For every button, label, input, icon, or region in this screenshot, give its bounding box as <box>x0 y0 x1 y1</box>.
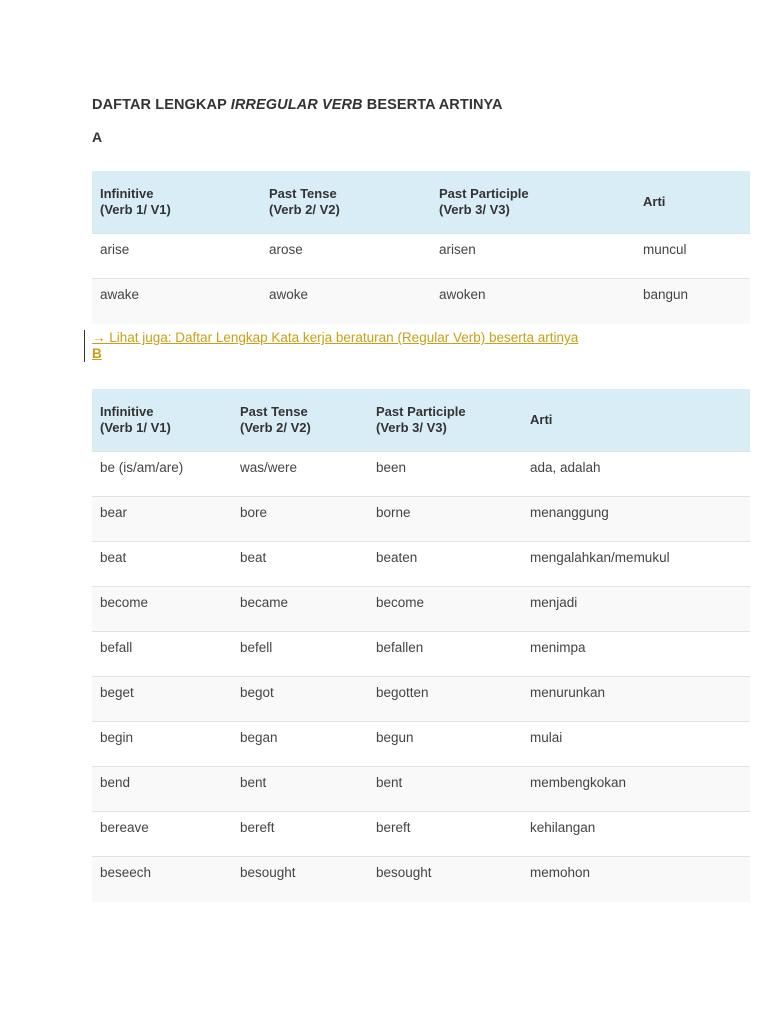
table-row <box>92 857 750 902</box>
header-label: Infinitive <box>100 186 154 201</box>
irregular-verb-table-b <box>92 389 750 902</box>
table-row <box>92 234 750 279</box>
table-header-row <box>92 171 750 234</box>
past-tense-cell: became <box>232 587 368 632</box>
header-sublabel: (Verb 1/ V1) <box>100 202 171 217</box>
past-tense-cell: began <box>232 722 368 767</box>
header-past-tense <box>261 171 431 234</box>
see-also-link[interactable]: → Lihat juga: Daftar Lengkap Kata kerja beraturan (Regular Verb) beserta artinya <box>92 330 579 345</box>
past-participle-cell: begotten <box>368 677 522 722</box>
header-sublabel: (Verb 3/ V3) <box>439 202 510 217</box>
past-tense-cell: besought <box>232 857 368 902</box>
header-label: Past Participle <box>439 186 529 201</box>
infinitive-cell: befall <box>92 632 232 677</box>
arti-cell: muncul <box>635 234 750 279</box>
arti-cell: memohon <box>522 857 750 902</box>
infinitive-cell: beseech <box>92 857 232 902</box>
infinitive-cell: beget <box>92 677 232 722</box>
past-tense-cell: befell <box>232 632 368 677</box>
header-past-tense <box>232 389 368 452</box>
header-infinitive <box>92 171 261 234</box>
table-row <box>92 632 750 677</box>
table-row <box>92 722 750 767</box>
infinitive-cell: bear <box>92 497 232 542</box>
header-infinitive <box>92 389 232 452</box>
infinitive-cell: become <box>92 587 232 632</box>
past-tense-cell: bereft <box>232 812 368 857</box>
past-participle-cell: beaten <box>368 542 522 587</box>
past-participle-cell: bereft <box>368 812 522 857</box>
header-arti: Arti <box>635 171 750 234</box>
infinitive-cell: arise <box>92 234 261 279</box>
section-heading-b[interactable]: B <box>92 346 102 361</box>
header-label: Past Tense <box>269 186 337 201</box>
arti-cell: menimpa <box>522 632 750 677</box>
header-sublabel: (Verb 2/ V2) <box>269 202 340 217</box>
header-sublabel: (Verb 3/ V3) <box>376 420 447 435</box>
arti-cell: kehilangan <box>522 812 750 857</box>
irregular-verb-table-a <box>92 171 750 324</box>
table-row <box>92 587 750 632</box>
past-tense-cell: bent <box>232 767 368 812</box>
infinitive-cell: be (is/am/are) <box>92 452 232 497</box>
header-sublabel: (Verb 2/ V2) <box>240 420 311 435</box>
header-past-participle <box>368 389 522 452</box>
past-tense-cell: begot <box>232 677 368 722</box>
arti-cell: mengalahkan/memukul <box>522 542 750 587</box>
header-arti: Arti <box>522 389 750 452</box>
table-row <box>92 497 750 542</box>
table-header-row <box>92 389 750 452</box>
past-participle-cell: besought <box>368 857 522 902</box>
title-italic: IRREGULAR VERB <box>230 97 363 113</box>
table-row <box>92 452 750 497</box>
header-past-participle <box>431 171 635 234</box>
header-sublabel: (Verb 1/ V1) <box>100 420 171 435</box>
table-row <box>92 542 750 587</box>
infinitive-cell: awake <box>92 279 261 324</box>
past-participle-cell: awoken <box>431 279 635 324</box>
past-participle-cell: arisen <box>431 234 635 279</box>
infinitive-cell: begin <box>92 722 232 767</box>
table-row <box>92 279 750 324</box>
past-participle-cell: become <box>368 587 522 632</box>
section-heading-a: A <box>92 129 103 145</box>
past-tense-cell: bore <box>232 497 368 542</box>
arti-cell: menurunkan <box>522 677 750 722</box>
header-label: Past Participle <box>376 404 466 419</box>
past-tense-cell: arose <box>261 234 431 279</box>
table-row <box>92 767 750 812</box>
past-participle-cell: been <box>368 452 522 497</box>
header-label: Past Tense <box>240 404 308 419</box>
arti-cell: menanggung <box>522 497 750 542</box>
table-row <box>92 677 750 722</box>
past-tense-cell: awoke <box>261 279 431 324</box>
infinitive-cell: bereave <box>92 812 232 857</box>
infinitive-cell: beat <box>92 542 232 587</box>
table-row <box>92 812 750 857</box>
title-part: DAFTAR LENGKAP <box>92 97 231 113</box>
past-participle-cell: bent <box>368 767 522 812</box>
arti-cell: menjadi <box>522 587 750 632</box>
arti-cell: membengkokan <box>522 767 750 812</box>
past-participle-cell: borne <box>368 497 522 542</box>
title-part: BESERTA ARTINYA <box>362 97 503 113</box>
past-tense-cell: beat <box>232 542 368 587</box>
past-participle-cell: begun <box>368 722 522 767</box>
arti-cell: mulai <box>522 722 750 767</box>
page-title <box>92 97 503 113</box>
arti-cell: bangun <box>635 279 750 324</box>
header-label: Infinitive <box>100 404 154 419</box>
text-cursor <box>84 330 85 362</box>
infinitive-cell: bend <box>92 767 232 812</box>
past-participle-cell: befallen <box>368 632 522 677</box>
past-tense-cell: was/were <box>232 452 368 497</box>
arti-cell: ada, adalah <box>522 452 750 497</box>
